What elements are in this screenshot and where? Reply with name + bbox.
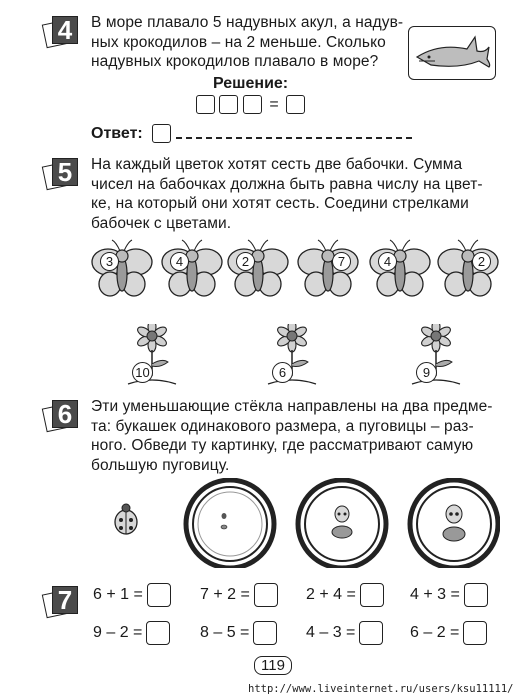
answer-box[interactable]: [463, 621, 487, 645]
butterfly-1-number: 3: [100, 252, 119, 271]
task-7-number: 7: [52, 586, 78, 614]
flower-1-number: 10: [132, 362, 153, 383]
task-6-text: Эти уменьшающие стёкла направлены на два предме- та: букашек одинакового размера, а пуговицы – раз- ного. Обведи ту картинку, где рассматривают самую большую пуговицу.: [91, 398, 493, 474]
expr-row1-1: 6 + 1 =: [93, 583, 171, 607]
task-4-badge: [44, 16, 78, 50]
magnifier-2: [298, 480, 386, 568]
task-6-badge: [44, 400, 78, 434]
answer-line[interactable]: [176, 137, 412, 139]
answer-label: Ответ:: [91, 125, 143, 142]
answer-box[interactable]: [464, 583, 488, 607]
expr-row2-3: 4 – 3 =: [306, 621, 383, 645]
solution-box-2[interactable]: [243, 95, 262, 114]
expr-row1-3: 2 + 4 =: [306, 583, 384, 607]
magnifiers-row: [100, 478, 500, 568]
magnifier-3: [410, 480, 498, 568]
equals-sign: =: [269, 95, 279, 113]
expr-row2-2: 8 – 5 =: [200, 621, 277, 645]
shark-icon: [409, 27, 495, 79]
task-6-number: 6: [52, 400, 78, 428]
butterfly-2-number: 4: [170, 252, 189, 271]
expr-row1-4: 4 + 3 =: [410, 583, 488, 607]
answer-box[interactable]: [359, 621, 383, 645]
answer-box[interactable]: [152, 124, 171, 143]
butterfly-5-number: 4: [378, 252, 397, 271]
answer-box[interactable]: [147, 583, 171, 607]
butterfly-3-number: 2: [236, 252, 255, 271]
solution-boxes[interactable]: [196, 95, 305, 114]
task-7-badge: [44, 586, 78, 620]
butterfly-4-number: 7: [332, 252, 351, 271]
expr-row1-2: 7 + 2 =: [200, 583, 278, 607]
task-4-text: В море плавало 5 надувных акул, а надув- ных крокодилов – на 2 меньше. Сколько надувных крокодилов плавало в море?: [91, 14, 404, 70]
butterfly-6-number: 2: [472, 252, 491, 271]
task-5-number: 5: [52, 158, 78, 186]
answer-box[interactable]: [360, 583, 384, 607]
page-number: 119: [254, 656, 292, 676]
flower-3-number: 9: [416, 362, 437, 383]
answer-box[interactable]: [254, 583, 278, 607]
ladybug-icon: [115, 504, 137, 534]
shark-picture: [408, 26, 496, 80]
expr-row2-4: 6 – 2 =: [410, 621, 487, 645]
source-url[interactable]: http://www.liveinternet.ru/users/ksu11111/: [248, 683, 514, 695]
magnifier-1: [186, 480, 274, 568]
answer-box[interactable]: [146, 621, 170, 645]
solution-box-1[interactable]: [196, 95, 215, 114]
solution-box-result[interactable]: [286, 95, 305, 114]
task-5-badge: [44, 158, 78, 192]
solution-box-op[interactable]: [219, 95, 238, 114]
answer-box[interactable]: [253, 621, 277, 645]
solution-label: Решение:: [213, 75, 289, 92]
task-4-number: 4: [52, 16, 78, 44]
task-5-text: На каждый цветок хотят сесть две бабочки. Сумма чисел на бабочках должна быть равна числу на цвет- ке, на который они хотят сесть. Соедини стрелками бабочек с цветами.: [91, 156, 483, 232]
flower-2-number: 6: [272, 362, 293, 383]
butterflies-row: [88, 238, 508, 308]
flowers-row: [118, 324, 478, 386]
expr-row2-1: 9 – 2 =: [93, 621, 170, 645]
